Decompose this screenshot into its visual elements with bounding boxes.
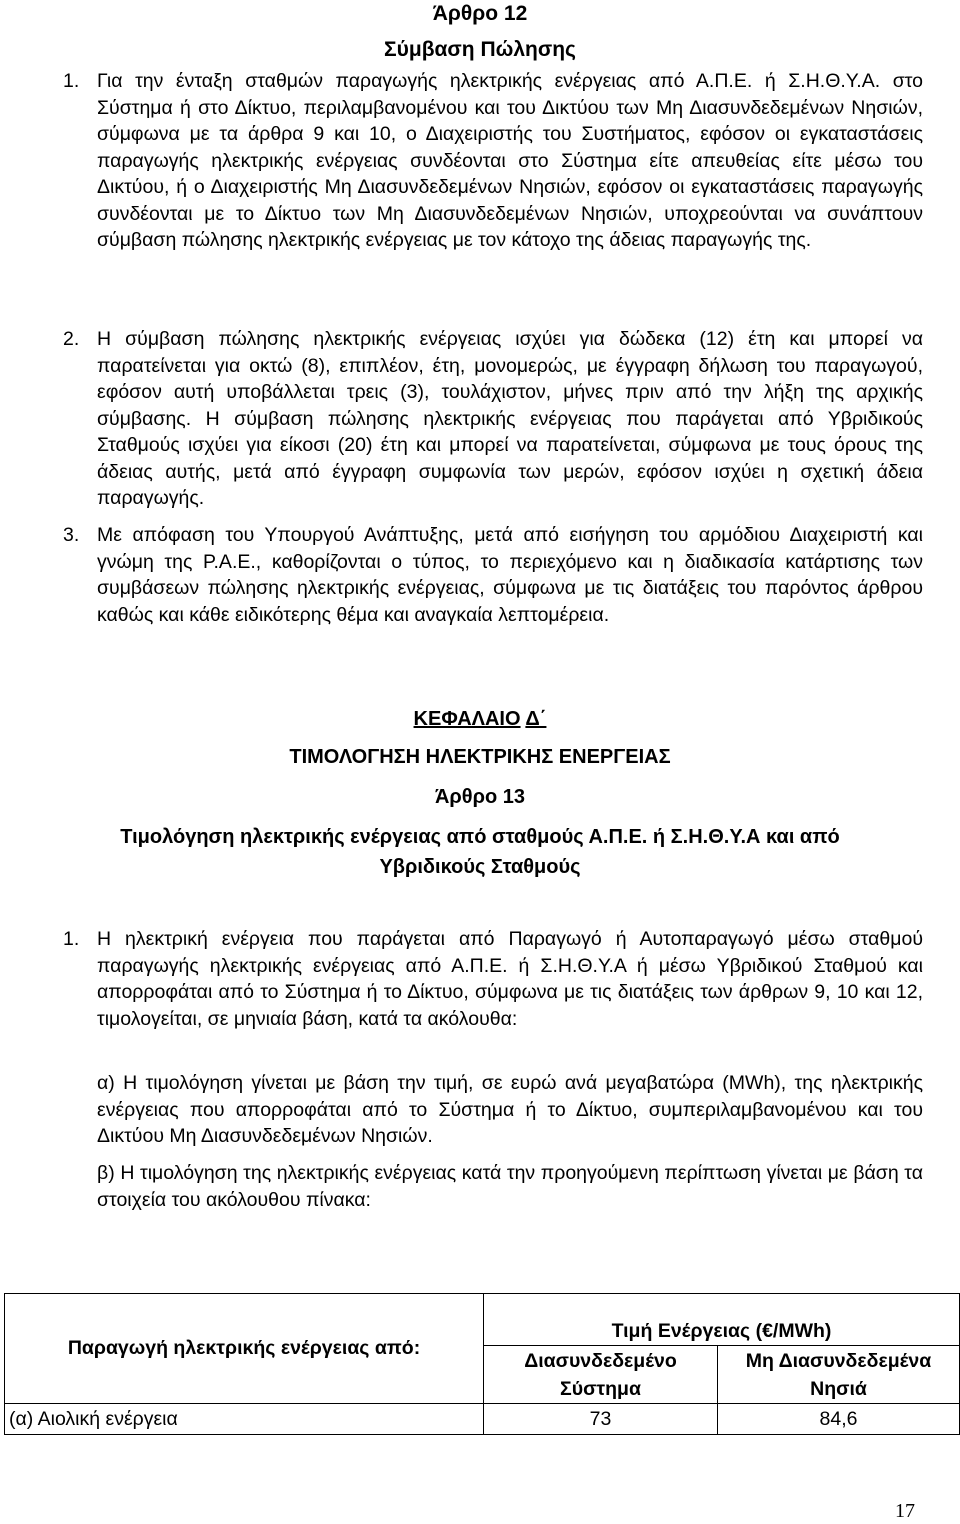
- header-interconnected: [484, 1346, 718, 1404]
- header-price-group: Τιμή Ενέργειας (€/MWh): [484, 1294, 960, 1346]
- header-interconnected-line-2: Σύστημα: [560, 1377, 641, 1400]
- item-text: Η σύμβαση πώλησης ηλεκτρικής ενέργειας ισχύει για δώδεκα (12) έτη και μπορεί να παρατείνεται για οκτώ (8), επιπλέον, έτη, μονομερώς, με έγγραφη δήλωση του παραγωγού, εφόσον αυτή υποβάλλεται τρεις (3), τουλάχιστον, μήνες πριν από την λήξη της αρχικής σύμβασης. Η σύμβαση πώλησης ηλεκτρικής ενέργειας που παράγεται από Υβριδικούς Σταθμούς ισχύει για είκοσι (20) έτη και μπορεί να παρατείνεται, σύμφωνα με τους όρους της άδειας αυτής, μετά από έγγραφη συμφωνία των μερών, εφόσον ισχύει η σχετική άδεια παραγωγής.: [97, 328, 923, 509]
- item-number: 1.: [63, 928, 80, 950]
- chapter-heading: [0, 708, 960, 731]
- price-table: [4, 1293, 960, 1435]
- article-13-heading: Άρθρο 13: [434, 786, 526, 808]
- article-13-title-line-2: Υβριδικούς Σταθμούς: [379, 856, 581, 878]
- header-noninterconnected-line-2: Νησιά: [810, 1377, 867, 1400]
- item-text: Για την ένταξη σταθμών παραγωγής ηλεκτρικής ενέργειας από Α.Π.Ε. ή Σ.Η.Θ.Υ.Α. στο Σύστημα ή στο Δίκτυο, περιλαμβανομένου και του Δικτύου των Μη Διασυνδεδεμένων Νησιών, σύμφωνα με τα άρθρα 9 και 10, ο Διαχειριστής του Συστήματος, εφόσον οι εγκαταστάσεις παραγωγής ηλεκτρικής ενέργειας συνδέονται στο Σύστημα είτε απευθείας είτε μέσω του Δικτύου, ή ο Διαχειριστής Μη Διασυνδεδεμένων Νησιών, εφόσον οι εγκαταστάσεις παραγωγής συνδέονται με το Δίκτυο των Μη Διασυνδεδεμένων Νησιών, υποχρεούνται να συνάπτουν σύμβαση πώλησης ηλεκτρικής ενέργειας με τον κάτοχο της άδειας παραγωγής της.: [97, 70, 923, 251]
- article-12-heading: Άρθρο 12: [432, 2, 528, 25]
- header-noninterconnected: [718, 1346, 960, 1404]
- chapter-letter: Δ΄: [525, 708, 547, 730]
- page-number: 17: [895, 1500, 915, 1522]
- header-noninterconnected-line-1: Μη Διασυνδεδεμένα: [745, 1349, 932, 1372]
- row-noninterconnected-price: 84,6: [718, 1404, 960, 1435]
- paragraph-b: β) Η τιμολόγηση της ηλεκτρικής ενέργειας κατά την προηγούμενη περίπτωση γίνεται με βάση τα στοιχεία του ακόλουθου πίνακα:: [97, 1162, 923, 1211]
- article-13-title: [0, 822, 960, 882]
- row-source: (α) Αιολική ενέργεια: [5, 1404, 484, 1435]
- item-number: 3.: [63, 524, 80, 546]
- item-number: 2.: [63, 328, 80, 350]
- row-interconnected-price: 73: [484, 1404, 718, 1435]
- chapter-label: ΚΕΦΑΛΑΙΟ: [413, 708, 521, 730]
- item-text: Η ηλεκτρική ενέργεια που παράγεται από Παραγωγό ή Αυτοπαραγωγό μέσω σταθμού παραγωγής ηλεκτρικής ενέργειας από Α.Π.Ε. ή Σ.Η.Θ.Υ.Α ή μέσω Υβριδικού Σταθμού και απορροφάται από το Σύστημα ή το Δίκτυο, σύμφωνα με τις διατάξεις των άρθρων 9, 10 και 12, τιμολογείται, σε μηνιαία βάση, κατά τα ακόλουθα:: [97, 928, 923, 1030]
- chapter-title: ΤΙΜΟΛΟΓΗΣΗ ΗΛΕΚΤΡΙΚΗΣ ΕΝΕΡΓΕΙΑΣ: [289, 746, 671, 768]
- article-13-title-line-1: Τιμολόγηση ηλεκτρικής ενέργειας από σταθμούς Α.Π.Ε. ή Σ.Η.Θ.Υ.Α και από: [120, 826, 840, 848]
- article-12-title: Σύμβαση Πώλησης: [384, 38, 576, 61]
- header-interconnected-line-1: Διασυνδεδεμένο: [524, 1349, 677, 1372]
- paragraph-a: α) Η τιμολόγηση γίνεται με βάση την τιμή, σε ευρώ ανά μεγαβατώρα (MWh), της ηλεκτρικής ενέργειας που απορροφάται από το Σύστημα ή το Δίκτυο, συμπεριλαμβανομένου και του Δικτύου Μη Διασυνδεδεμένων Νησιών.: [97, 1072, 923, 1147]
- item-number: 1.: [63, 70, 80, 92]
- header-source: Παραγωγή ηλεκτρικής ενέργειας από:: [5, 1294, 484, 1404]
- table-row: [5, 1404, 960, 1435]
- item-text: Με απόφαση του Υπουργού Ανάπτυξης, μετά από εισήγηση του αρμόδιου Διαχειριστή και γνώμη της Ρ.Α.Ε., καθορίζονται ο τύπος, το περιεχόμενο και η διαδικασία κατάρτισης των συμβάσεων πώλησης ηλεκτρικής ενέργειας, σύμφωνα με τις διατάξεις του παρόντος άρθρου καθώς και κάθε ειδικότερης θέμα και αναγκαία λεπτομέρεια.: [97, 524, 923, 626]
